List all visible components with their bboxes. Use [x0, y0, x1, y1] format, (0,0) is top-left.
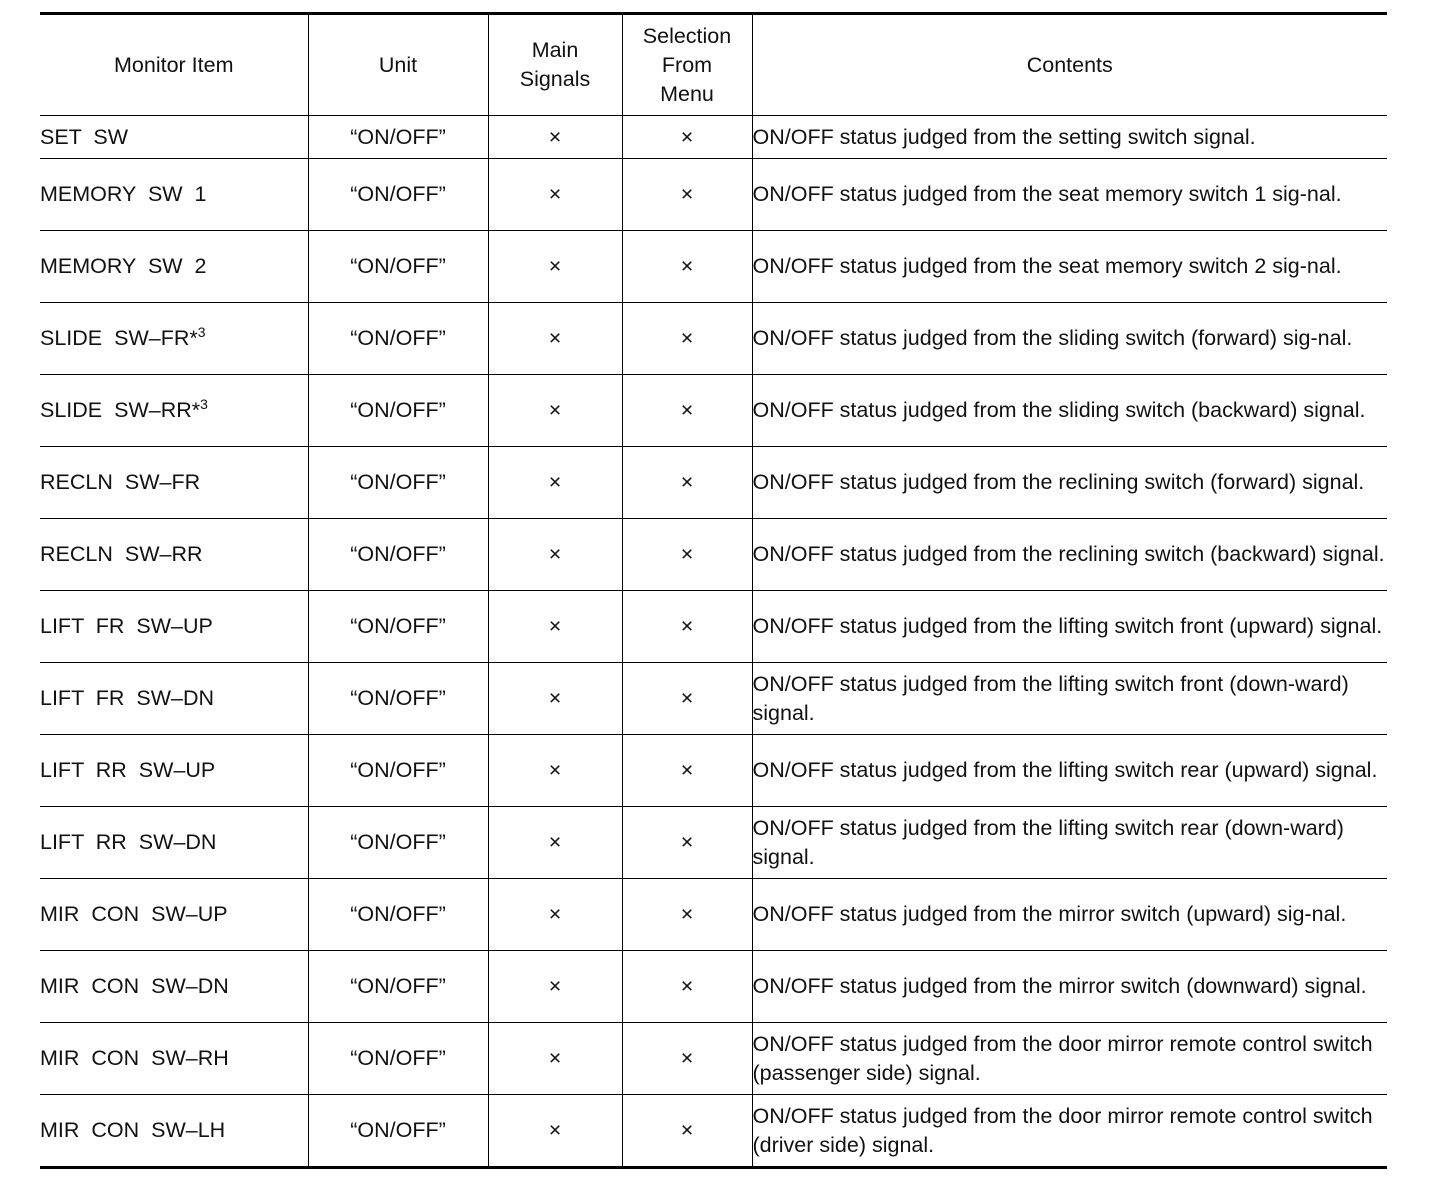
main-signals-mark: ×	[488, 591, 622, 663]
monitor-item-cell	[40, 1023, 308, 1095]
table-row	[40, 1095, 1387, 1168]
header-contents: Contents	[752, 14, 1387, 116]
main-signals-mark: ×	[488, 375, 622, 447]
monitor-item-cell	[40, 735, 308, 807]
contents-cell: ON/OFF status judged from the mirror switch (upward) sig-nal.	[752, 879, 1387, 951]
selection-from-menu-mark: ×	[622, 231, 752, 303]
selection-from-menu-mark: ×	[622, 519, 752, 591]
selection-from-menu-mark: ×	[622, 303, 752, 375]
monitor-item-cell	[40, 1095, 308, 1168]
table-header-row	[40, 14, 1387, 116]
contents-cell: ON/OFF status judged from the lifting switch rear (upward) signal.	[752, 735, 1387, 807]
monitor-item-label: RECLN SW–RR	[40, 542, 203, 566]
table-row	[40, 807, 1387, 879]
table-row	[40, 591, 1387, 663]
header-selection-from-menu	[622, 14, 752, 116]
main-signals-mark: ×	[488, 231, 622, 303]
selection-from-menu-mark: ×	[622, 807, 752, 879]
monitor-item-label: MEMORY SW 2	[40, 254, 207, 278]
header-main-signals	[488, 14, 622, 116]
selection-from-menu-mark: ×	[622, 663, 752, 735]
monitor-item-label: MEMORY SW 1	[40, 182, 207, 206]
monitor-item-label: SLIDE SW–FR*	[40, 326, 198, 350]
unit-cell: “ON/OFF”	[308, 1095, 488, 1168]
table-row	[40, 116, 1387, 159]
table-row	[40, 375, 1387, 447]
selection-from-menu-mark: ×	[622, 375, 752, 447]
unit-cell: “ON/OFF”	[308, 447, 488, 519]
main-signals-mark: ×	[488, 1023, 622, 1095]
monitor-item-cell	[40, 159, 308, 231]
monitor-item-cell	[40, 807, 308, 879]
monitor-item-cell	[40, 663, 308, 735]
monitor-item-table	[40, 12, 1387, 1169]
selection-from-menu-mark: ×	[622, 879, 752, 951]
main-signals-mark: ×	[488, 159, 622, 231]
table-body	[40, 116, 1387, 1168]
unit-cell: “ON/OFF”	[308, 735, 488, 807]
header-main-signals-line: Signals	[519, 67, 591, 91]
monitor-item-label: LIFT RR SW–DN	[40, 830, 217, 854]
contents-cell: ON/OFF status judged from the sliding switch (backward) signal.	[752, 375, 1387, 447]
table-row	[40, 447, 1387, 519]
selection-from-menu-mark: ×	[622, 447, 752, 519]
monitor-item-cell	[40, 447, 308, 519]
contents-cell: ON/OFF status judged from the setting switch signal.	[752, 116, 1387, 159]
monitor-item-label: MIR CON SW–RH	[40, 1046, 229, 1070]
monitor-item-cell	[40, 519, 308, 591]
table-row	[40, 1023, 1387, 1095]
monitor-item-cell	[40, 116, 308, 159]
main-signals-mark: ×	[488, 116, 622, 159]
monitor-item-cell	[40, 879, 308, 951]
selection-from-menu-mark: ×	[622, 735, 752, 807]
selection-from-menu-mark: ×	[622, 159, 752, 231]
main-signals-mark: ×	[488, 447, 622, 519]
unit-cell: “ON/OFF”	[308, 591, 488, 663]
contents-cell: ON/OFF status judged from the seat memory switch 2 sig-nal.	[752, 231, 1387, 303]
unit-cell: “ON/OFF”	[308, 951, 488, 1023]
selection-from-menu-mark: ×	[622, 116, 752, 159]
monitor-item-label: MIR CON SW–LH	[40, 1118, 226, 1142]
monitor-item-label: SLIDE SW–RR*	[40, 398, 201, 422]
unit-cell: “ON/OFF”	[308, 231, 488, 303]
main-signals-mark: ×	[488, 879, 622, 951]
contents-cell: ON/OFF status judged from the sliding switch (forward) sig-nal.	[752, 303, 1387, 375]
table-row	[40, 735, 1387, 807]
monitor-item-label: MIR CON SW–UP	[40, 902, 228, 926]
monitor-item-cell	[40, 951, 308, 1023]
header-selection-line: Selection	[642, 23, 732, 48]
header-main-signals-line: Main	[531, 38, 579, 62]
monitor-item-cell	[40, 375, 308, 447]
table-row	[40, 951, 1387, 1023]
monitor-item-label: SET SW	[40, 124, 129, 149]
unit-cell: “ON/OFF”	[308, 879, 488, 951]
selection-from-menu-mark: ×	[622, 1023, 752, 1095]
table-row	[40, 303, 1387, 375]
table-row	[40, 231, 1387, 303]
contents-cell: ON/OFF status judged from the door mirror remote control switch (passenger side) signal.	[752, 1023, 1387, 1095]
main-signals-mark: ×	[488, 807, 622, 879]
unit-cell: “ON/OFF”	[308, 159, 488, 231]
monitor-item-cell	[40, 231, 308, 303]
contents-cell: ON/OFF status judged from the reclining switch (forward) signal.	[752, 447, 1387, 519]
monitor-item-label: LIFT RR SW–UP	[40, 758, 216, 782]
monitor-item-cell	[40, 591, 308, 663]
unit-cell: “ON/OFF”	[308, 1023, 488, 1095]
unit-cell: “ON/OFF”	[308, 519, 488, 591]
contents-cell: ON/OFF status judged from the lifting switch rear (down-ward) signal.	[752, 807, 1387, 879]
monitor-item-label: MIR CON SW–DN	[40, 974, 229, 998]
contents-cell: ON/OFF status judged from the lifting switch front (down-ward) signal.	[752, 663, 1387, 735]
contents-cell: ON/OFF status judged from the lifting switch front (upward) signal.	[752, 591, 1387, 663]
main-signals-mark: ×	[488, 663, 622, 735]
main-signals-mark: ×	[488, 735, 622, 807]
main-signals-mark: ×	[488, 303, 622, 375]
table-row	[40, 519, 1387, 591]
contents-cell: ON/OFF status judged from the mirror switch (downward) signal.	[752, 951, 1387, 1023]
table-row	[40, 879, 1387, 951]
selection-from-menu-mark: ×	[622, 591, 752, 663]
contents-cell: ON/OFF status judged from the door mirror remote control switch (driver side) signal.	[752, 1095, 1387, 1168]
main-signals-mark: ×	[488, 951, 622, 1023]
unit-cell: “ON/OFF”	[308, 116, 488, 159]
selection-from-menu-mark: ×	[622, 1095, 752, 1168]
table-row	[40, 663, 1387, 735]
selection-from-menu-mark: ×	[622, 951, 752, 1023]
table-row	[40, 159, 1387, 231]
footnote-marker: 3	[197, 323, 206, 340]
monitor-item-cell	[40, 303, 308, 375]
contents-cell: ON/OFF status judged from the reclining switch (backward) signal.	[752, 519, 1387, 591]
monitor-item-label: LIFT FR SW–DN	[40, 686, 215, 710]
main-signals-mark: ×	[488, 1095, 622, 1168]
header-monitor-item: Monitor Item	[40, 14, 308, 116]
unit-cell: “ON/OFF”	[308, 663, 488, 735]
unit-cell: “ON/OFF”	[308, 807, 488, 879]
monitor-item-label: RECLN SW–FR	[40, 470, 201, 494]
unit-cell: “ON/OFF”	[308, 303, 488, 375]
unit-cell: “ON/OFF”	[308, 375, 488, 447]
footnote-marker: 3	[200, 395, 208, 412]
header-selection-line: Menu	[660, 81, 714, 106]
header-selection-line: From	[661, 52, 713, 77]
monitor-item-label: LIFT FR SW–UP	[40, 614, 213, 638]
contents-cell: ON/OFF status judged from the seat memory switch 1 sig-nal.	[752, 159, 1387, 231]
header-unit: Unit	[308, 14, 488, 116]
main-signals-mark: ×	[488, 519, 622, 591]
